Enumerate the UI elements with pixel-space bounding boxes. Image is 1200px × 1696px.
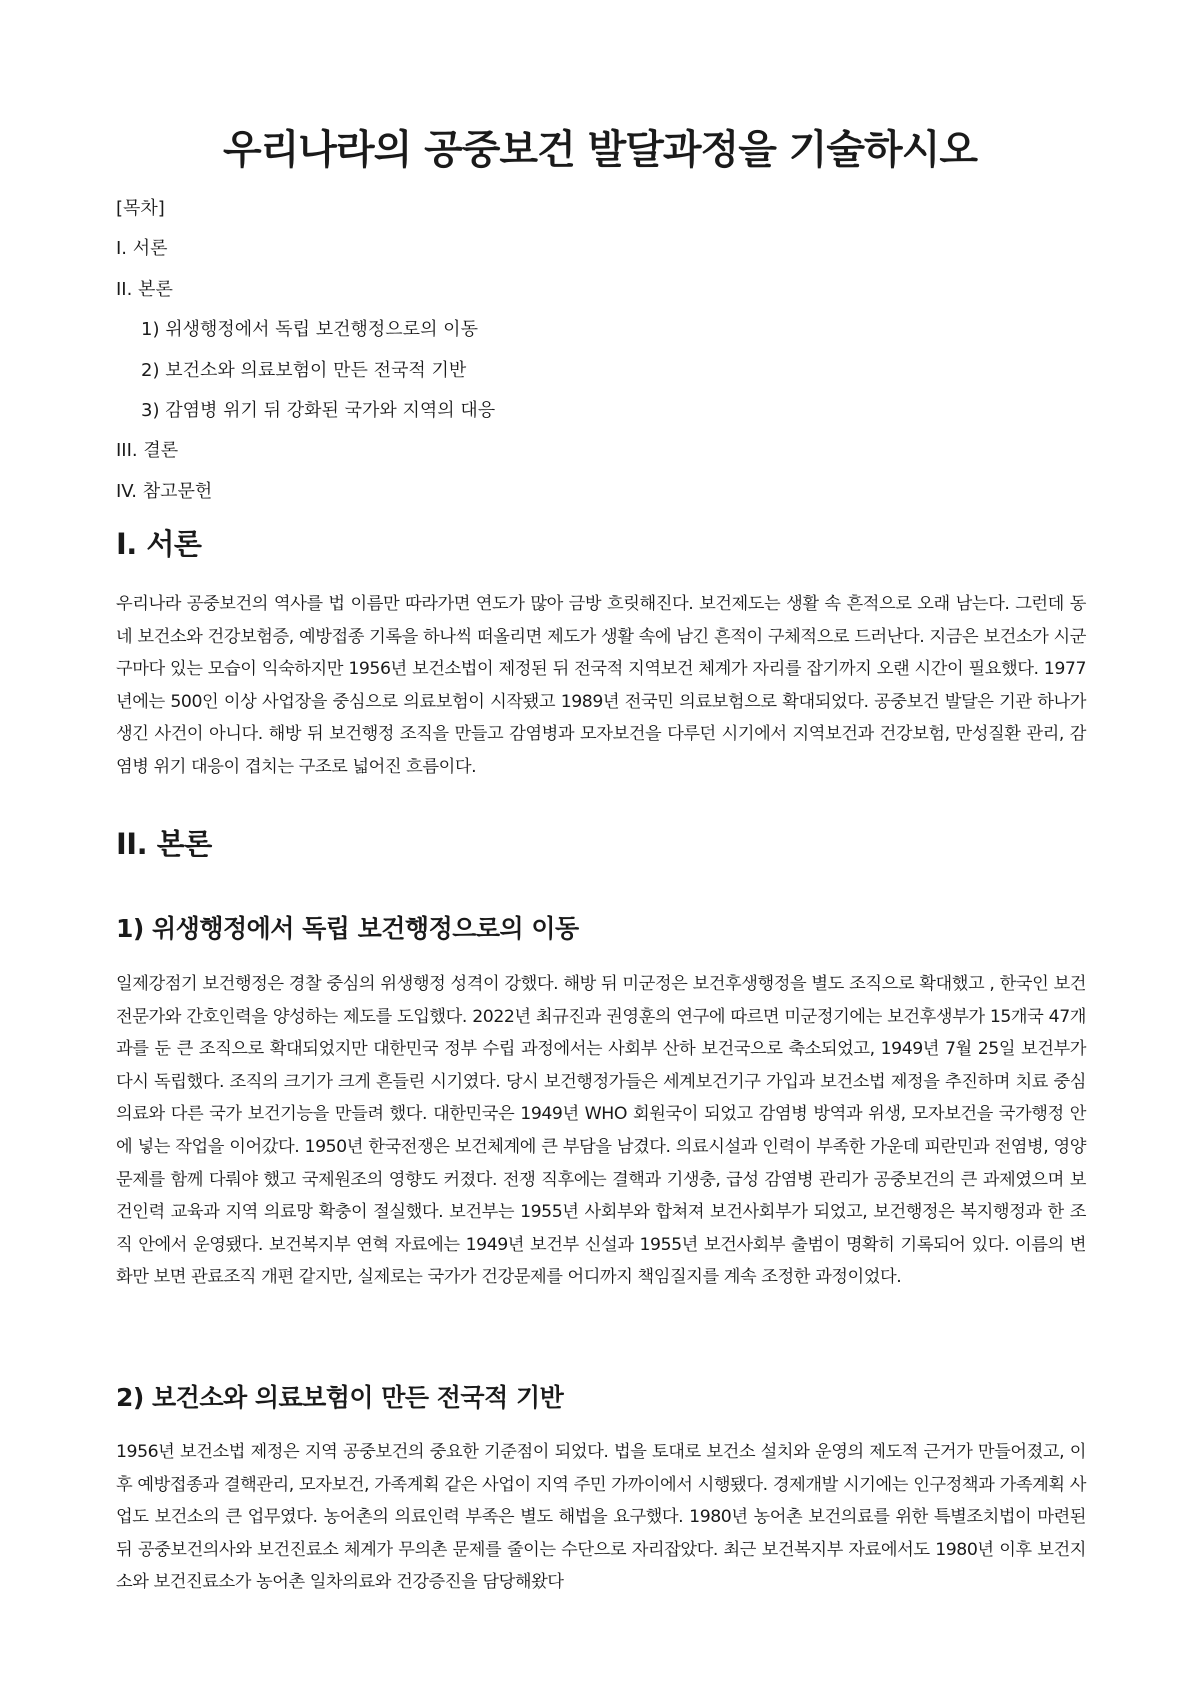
document-title: 우리나라의 공중보건 발달과정을 기술하시오 xyxy=(223,127,977,173)
toc-item: III. 결론 xyxy=(116,440,179,462)
toc-item: I. 서론 xyxy=(116,238,168,260)
toc-item: 2) 보건소와 의료보험이 만든 전국적 기반 xyxy=(141,359,467,381)
section-heading-intro: I. 서론 xyxy=(116,527,202,561)
intro-paragraph: 우리나라 공중보건의 역사를 법 이름만 따라가면 연도가 많아 금방 흐릿해진다. 보건제도는 생활 속 흔적으로 오래 남는다. 그런데 동네 보건소와 건강보험증, 예방접종 기록을 하나씩 떠올리면 제도가 생활 속에 남긴 흔적이 구체적으로 드러난다. 지금은 보건소가 시군구마다 있는 모습이 익숙하지만 1956년 보건소법이 제정된 뒤 전국적 지역보건 체계가 자리를 잡기까지 오랜 시간이 필요했다. 1977년에는 500인 이상 사업장을 중심으로 의료보험이 시작됐고 1989년 전국민 의료보험으로 확대되었다. 공중보건 발달은 기관 하나가 생긴 사건이 아니다. 해방 뒤 보건행정 조직을 만들고 감염병과 모자보건을 다루던 시기에서 지역보건과 건강보험, 만성질환 관리, 감염병 위기 대응이 겹치는 구조로 넓어진 흐름이다. xyxy=(116,594,1086,777)
toc-item: IV. 참고문헌 xyxy=(116,480,213,502)
table-of-contents xyxy=(116,189,495,512)
toc-item: 3) 감염병 위기 뒤 강화된 국가와 지역의 대응 xyxy=(141,399,496,421)
toc-heading: [목차] xyxy=(116,198,165,219)
section-heading-body: II. 본론 xyxy=(116,827,212,861)
subsection-heading-2: 2) 보건소와 의료보험이 만든 전국적 기반 xyxy=(116,1383,564,1412)
toc-item: 1) 위생행정에서 독립 보건행정으로의 이동 xyxy=(141,319,478,341)
toc-item: II. 본론 xyxy=(116,278,173,300)
subsection-1-paragraph: 일제강점기 보건행정은 경찰 중심의 위생행정 성격이 강했다. 해방 뒤 미군정은 보건후생행정을 별도 조직으로 확대했고 , 한국인 보건전문가와 간호인력을 양성하는 제도를 도입했다. 2022년 최규진과 권영훈의 연구에 따르면 미군정기에는 보건후생부가 15개국 47개과를 둔 큰 조직으로 확대되었지만 대한민국 정부 수립 과정에서는 사회부 산하 보건국으로 축소되었고, 1949년 7월 25일 보건부가 다시 독립했다. 조직의 크기가 크게 흔들린 시기였다. 당시 보건행정가들은 세계보건기구 가입과 보건소법 제정을 추진하며 치료 중심 의료와 다른 국가 보건기능을 만들려 했다. 대한민국은 1949년 WHO 회원국이 되었고 감염병 방역과 위생, 모자보건을 국가행정 안에 넣는 작업을 이어갔다. 1950년 한국전쟁은 보건체계에 큰 부담을 남겼다. 의료시설과 인력이 부족한 가운데 피란민과 전염병, 영양문제를 함께 다뤄야 했고 국제원조의 영향도 커졌다. 전쟁 직후에는 결핵과 기생충, 급성 감염병 관리가 공중보건의 큰 과제였으며 보건인력 교육과 지역 의료망 확충이 절실했다. 보건부는 1955년 사회부와 합쳐져 보건사회부가 되었고, 보건행정은 복지행정과 한 조직 안에서 운영됐다. 보건복지부 연혁 자료에는 1949년 보건부 신설과 1955년 보건사회부 출범이 명확히 기록되어 있다. 이름의 변화만 보면 관료조직 개편 같지만, 실제로는 국가가 건강문제를 어디까지 책임질지를 계속 조정한 과정이었다. xyxy=(116,974,1086,1288)
subsection-heading-1: 1) 위생행정에서 독립 보건행정으로의 이동 xyxy=(116,914,579,943)
subsection-2-paragraph: 1956년 보건소법 제정은 지역 공중보건의 중요한 기준점이 되었다. 법을 토대로 보건소 설치와 운영의 제도적 근거가 만들어졌고, 이후 예방접종과 결핵관리, 모자보건, 가족계획 같은 사업이 지역 주민 가까이에서 시행됐다. 경제개발 시기에는 인구정책과 가족계획 사업도 보건소의 큰 업무였다. 농어촌의 의료인력 부족은 별도 해법을 요구했다. 1980년 농어촌 보건의료를 위한 특별조치법이 마련된 뒤 공중보건의사와 보건진료소 체계가 무의촌 문제를 줄이는 수단으로 자리잡았다. 최근 보건복지부 자료에서도 1980년 이후 보건지소와 보건진료소가 농어촌 일차의료와 건강증진을 담당해왔다 xyxy=(116,1442,1086,1593)
